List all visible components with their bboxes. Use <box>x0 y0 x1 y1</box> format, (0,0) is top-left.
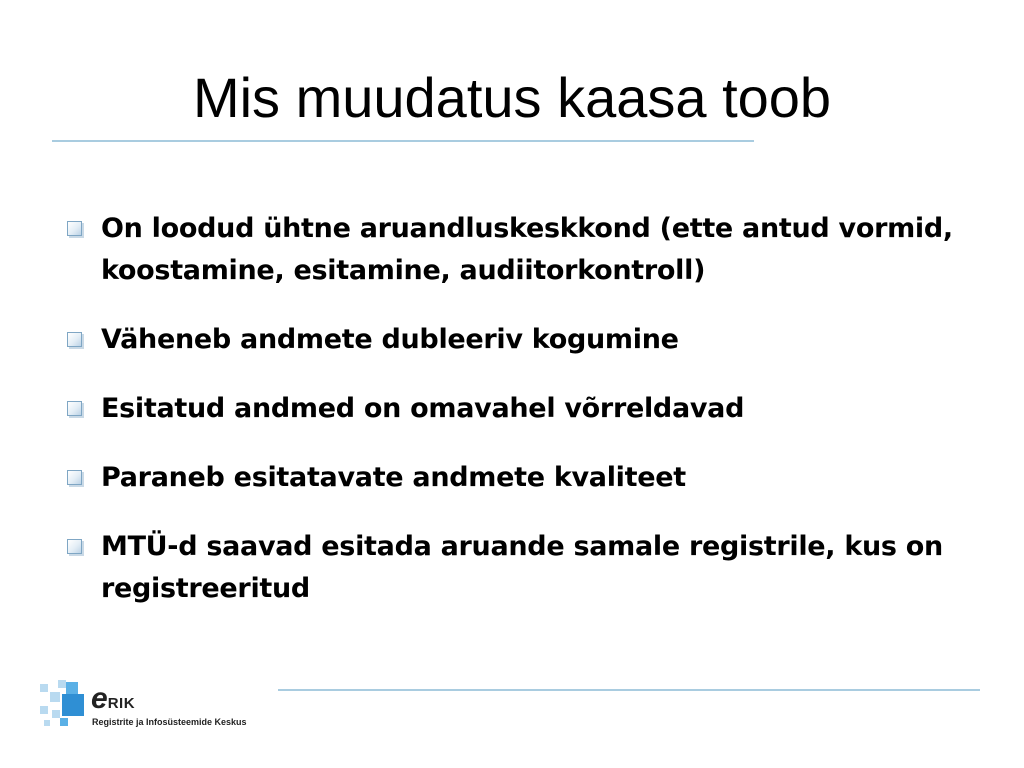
checkbox-bullet-icon <box>67 470 82 485</box>
checkbox-bullet-icon <box>67 221 82 236</box>
bullet-item <box>64 457 964 499</box>
logo-name: RIK <box>107 695 136 712</box>
title-divider <box>52 140 754 142</box>
bullet-item <box>64 319 964 361</box>
bullet-item <box>64 208 964 292</box>
footer-divider <box>278 689 980 691</box>
checkbox-bullet-icon <box>67 539 82 554</box>
bullet-list <box>64 208 964 637</box>
logo-mark: e <box>91 682 108 715</box>
bullet-text: MTÜ-d saavad esitada aruande samale registrile, kus on registreeritud <box>101 531 943 604</box>
erik-logo <box>36 678 276 734</box>
logo-tagline: Registrite ja Infosüsteemide Keskus <box>92 717 247 727</box>
bullet-text: Esitatud andmed on omavahel võrreldavad <box>101 393 745 424</box>
bullet-text: Väheneb andmete dubleeriv kogumine <box>101 324 679 355</box>
checkbox-bullet-icon <box>67 332 82 347</box>
checkbox-bullet-icon <box>67 401 82 416</box>
slide-title: Mis muudatus kaasa toob <box>192 66 832 129</box>
bullet-item <box>64 388 964 430</box>
bullet-text: Paraneb esitatavate andmete kvaliteet <box>101 462 686 493</box>
bullet-item <box>64 526 964 610</box>
logo-wordmark <box>91 684 135 714</box>
bullet-text: On loodud ühtne aruandluskeskkond (ette antud vormid, koostamine, esitamine, audiitorkontroll) <box>101 213 953 286</box>
